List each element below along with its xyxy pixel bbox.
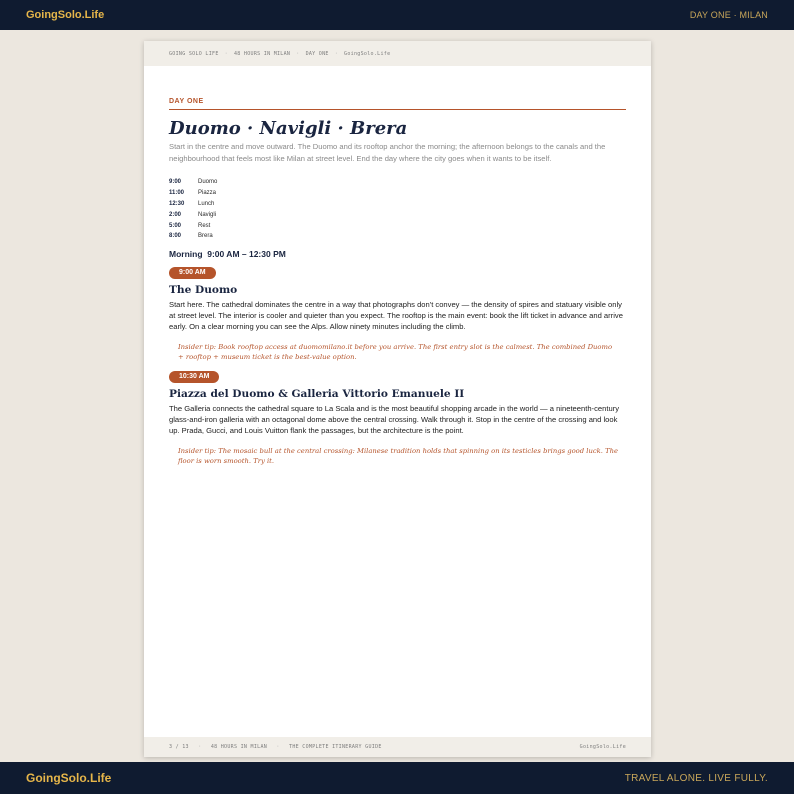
footer-left [169, 744, 382, 750]
schedule-time: 5:00 [169, 222, 182, 229]
schedule-label: Piazza [198, 190, 217, 197]
page-number: 3 / 13 [169, 744, 189, 750]
page-content [144, 98, 651, 467]
footer-guide-subtitle: THE COMPLETE ITINERARY GUIDE [289, 744, 382, 750]
section-divider [169, 109, 626, 110]
schedule-time: 11:00 [169, 190, 185, 197]
schedule-label: Lunch [198, 200, 215, 207]
footer-tagline: TRAVEL ALONE. LIVE FULLY. [624, 772, 768, 784]
site-header [0, 0, 794, 30]
day-schedule [169, 177, 626, 242]
running-header-site: GoingSolo.Life [344, 50, 391, 57]
morning-section-title: Morning 9:00 AM – 12:30 PM [169, 248, 286, 259]
brand-logo[interactable]: GoingSolo.Life [26, 9, 105, 21]
page-running-footer [144, 737, 651, 757]
site-footer [0, 762, 794, 794]
stop-description: Start here. The cathedral dominates the centre in a way that photographs don't convey — the density of spires and statuary visible only at street level. The interior is cooler and quieter than you expect. The rooftop is the main event: book the lift ticket in advance and arrive early. On a clear morning you can see the Alps. Allow ninety minutes including the climb. [169, 299, 623, 331]
footer-brand-logo[interactable]: GoingSolo.Life [26, 771, 112, 785]
day-eyebrow: DAY ONE [169, 98, 204, 105]
schedule-time: 2:00 [169, 211, 182, 218]
separator: · [198, 744, 202, 750]
schedule-label: Brera [198, 233, 213, 240]
page-title: Duomo · Navigli · Brera [169, 118, 408, 139]
time-badge: 10:30 AM [169, 371, 219, 383]
page-running-header [144, 41, 651, 66]
separator: · [224, 50, 228, 57]
stop-description: The Galleria connects the cathedral square to La Scala and is the most beautiful shopping arcade in the world — a nineteenth-century glass-and-iron galleria with an octagonal dome above the central crossing. Walk through it. Stop in the centre of the crossing and look up. Prada, Gucci, and Louis Vuitton flank the passages, but the architecture is the point. [169, 403, 619, 435]
footer-site: GoingSolo.Life [579, 744, 626, 750]
schedule-row [169, 199, 626, 210]
running-header-guide: 48 HOURS IN MILAN [233, 50, 291, 57]
document-page [144, 41, 651, 757]
separator: · [334, 50, 339, 57]
schedule-row [169, 209, 626, 220]
footer-guide-name: 48 HOURS IN MILAN [210, 744, 268, 750]
stop-title-duomo: The Duomo [169, 283, 238, 296]
schedule-time: 9:00 [169, 179, 182, 186]
separator: · [276, 744, 280, 750]
schedule-row [169, 188, 626, 199]
header-day-label: DAY ONE · MILAN [689, 10, 768, 20]
schedule-label: Rest [198, 222, 211, 229]
schedule-label: Duomo [198, 179, 218, 186]
schedule-row [169, 220, 626, 231]
insider-tip: Insider tip: Book rooftop access at duomomilano.it before you arrive. The first entry slot is the calmest. The combined Duomo + rooftop + museum ticket is the best-value option. [178, 342, 613, 362]
day-intro: Start in the centre and move outward. The Duomo and its rooftop anchor the morning; the afternoon belongs to the canals and the neighbourhood that feels most like Milan at street level. End the day where the city goes when it wants to be itself. [169, 142, 606, 163]
schedule-label: Navigli [198, 211, 217, 218]
stop-title-galleria: Piazza del Duomo & Galleria Vittorio Emanuele II [169, 387, 465, 400]
schedule-time: 8:00 [169, 233, 182, 240]
running-header-brand: GOING SOLO LIFE [169, 50, 219, 57]
time-badge: 9:00 AM [169, 267, 216, 279]
schedule-row [169, 177, 626, 188]
running-header-day: DAY ONE [305, 50, 329, 57]
separator: · [296, 50, 300, 57]
insider-tip: Insider tip: The mosaic bull at the central crossing: Milanese tradition holds that spinning on its testicles brings good luck. The floor is worn smooth. Try it. [178, 446, 619, 466]
schedule-row [169, 231, 626, 242]
schedule-time: 12:30 [169, 200, 185, 207]
